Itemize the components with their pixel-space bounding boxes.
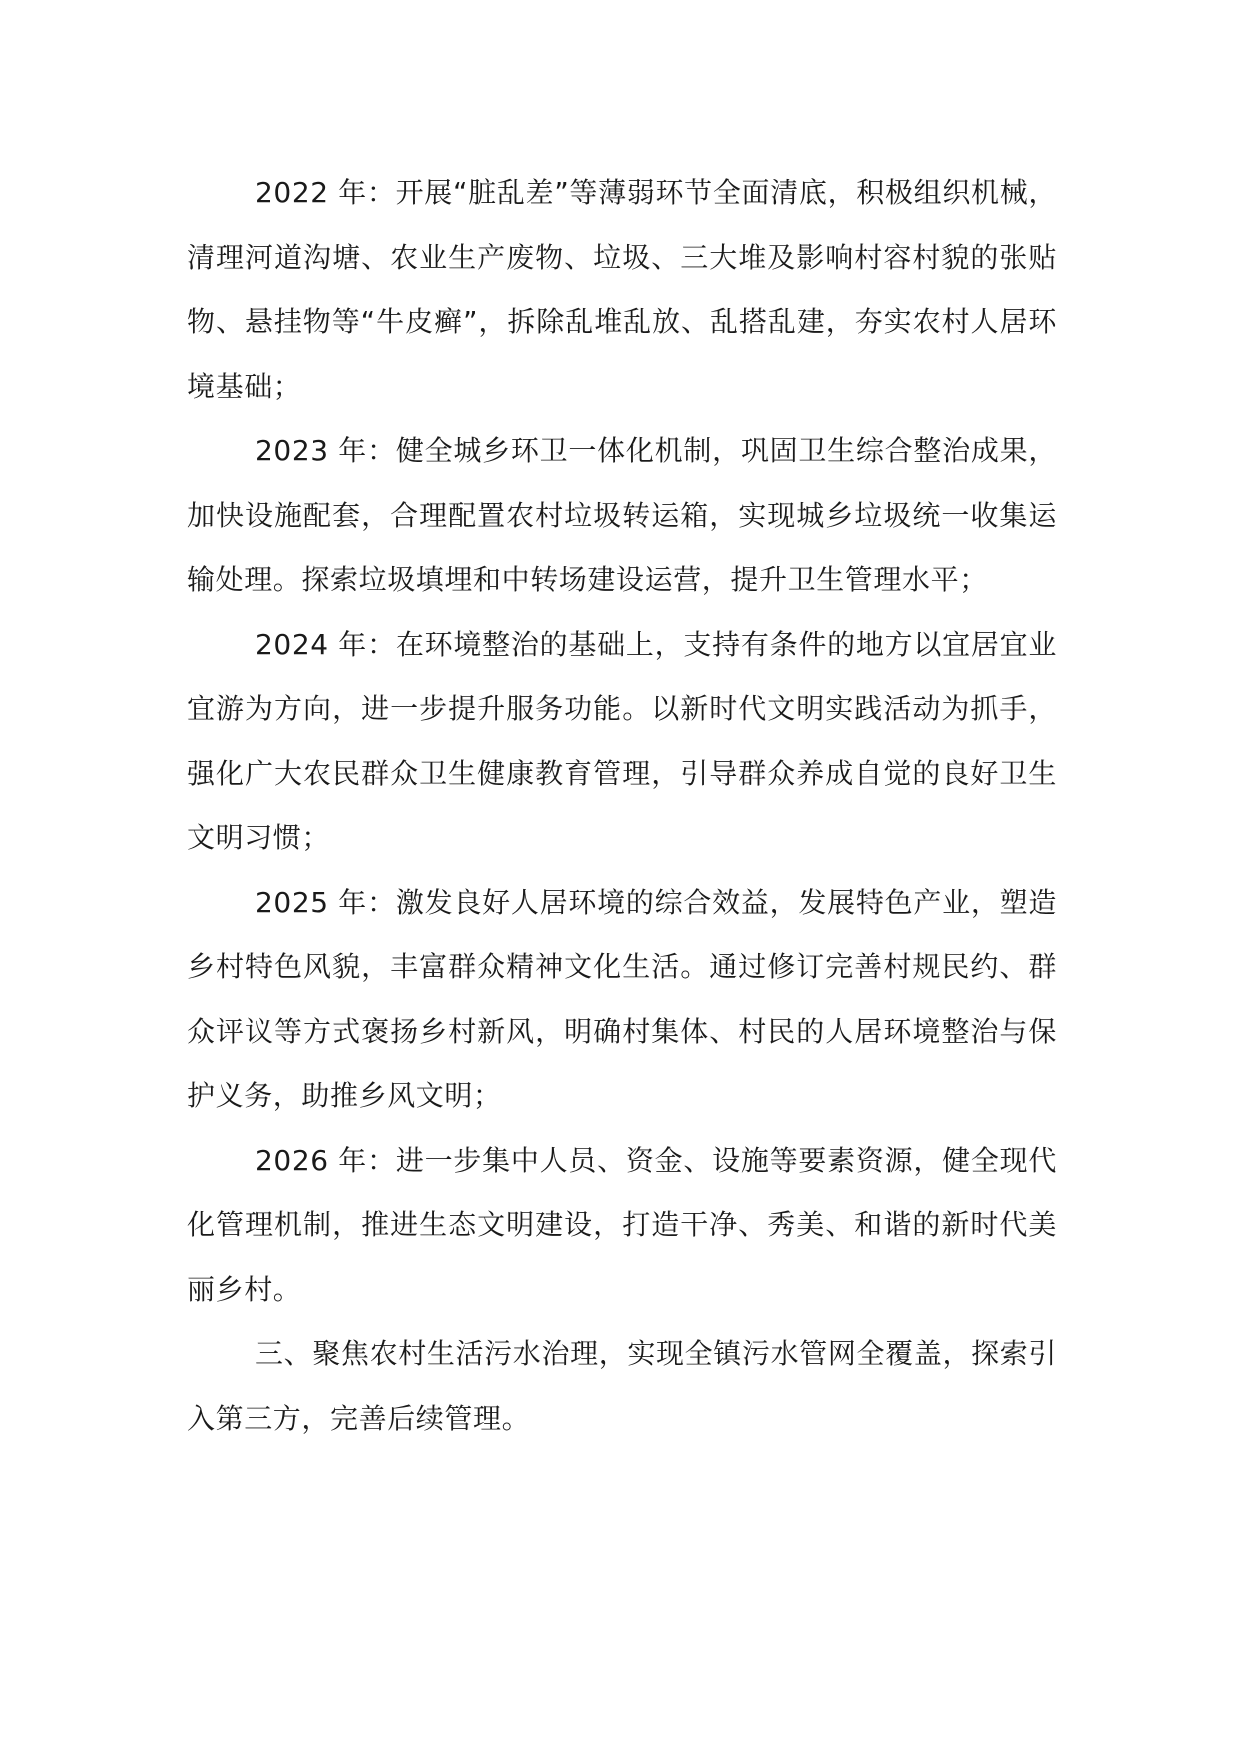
section-heading-3: 三、聚焦农村生活污水治理，实现全镇污水管网全覆盖，探索引入第三方，完善后续管理。 xyxy=(187,1337,1057,1435)
paragraph-2022: 2022 年：开展“脏乱差”等薄弱环节全面清底，积极组织机械，清理河道沟塘、农业生产废物、垃圾、三大堆及影响村容村貌的张贴物、悬挂物等“牛皮癣”，拆除乱堆乱放、乱搭乱建，夯实农村人居环境基础； xyxy=(187,176,1057,403)
paragraph-2024: 2024 年：在环境整治的基础上，支持有条件的地方以宜居宜业宜游为方向，进一步提升服务功能。以新时代文明实践活动为抓手，强化广大农民群众卫生健康教育管理，引导群众养成自觉的良好卫生文明习惯； xyxy=(187,627,1057,854)
paragraph-2025: 2025 年：激发良好人居环境的综合效益，发展特色产业，塑造乡村特色风貌，丰富群众精神文化生活。通过修订完善村规民约、群众评议等方式褒扬乡村新风，明确村集体、村民的人居环境整治与保护义务，助推乡风文明； xyxy=(187,885,1057,1112)
document-page xyxy=(187,161,1057,1451)
paragraph-2023: 2023 年：健全城乡环卫一体化机制，巩固卫生综合整治成果，加快设施配套，合理配置农村垃圾转运箱，实现城乡垃圾统一收集运输处理。探索垃圾填埋和中转场建设运营，提升卫生管理水平； xyxy=(187,434,1057,596)
paragraph-2026: 2026 年：进一步集中人员、资金、设施等要素资源，健全现代化管理机制，推进生态文明建设，打造干净、秀美、和谐的新时代美丽乡村。 xyxy=(187,1143,1057,1306)
